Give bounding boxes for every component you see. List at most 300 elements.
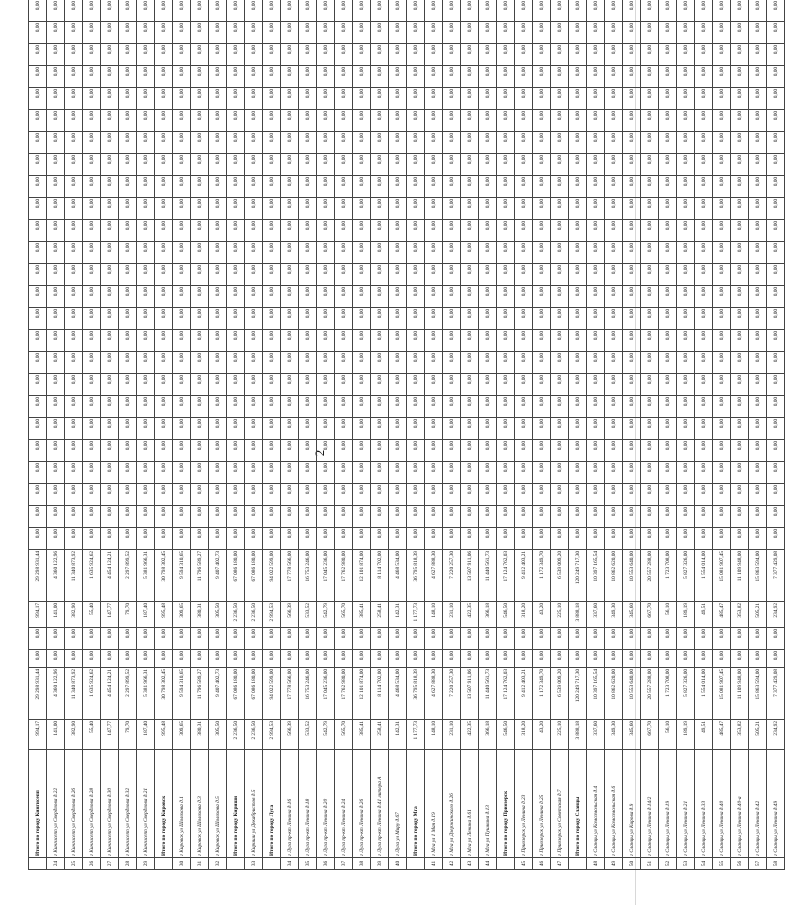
value-cell: 0,00	[479, 220, 497, 242]
value-cell: 0,00	[281, 440, 299, 462]
value-cell: 0,00	[173, 650, 191, 668]
address-cell: г Луга пр-кт Ленина д.24	[335, 750, 353, 858]
value-cell: 0,00	[731, 88, 749, 110]
value-cell: 0,00	[29, 132, 47, 154]
value-cell: 0,00	[335, 264, 353, 286]
value-cell: 349,30	[605, 720, 623, 750]
value-cell: 0,00	[623, 264, 641, 286]
value-cell: 0,00	[569, 628, 587, 650]
value-cell: 0,00	[749, 132, 767, 154]
value-cell: 0,00	[389, 88, 407, 110]
value-cell: 0,00	[731, 286, 749, 308]
value-cell: 0,00	[713, 220, 731, 242]
value-cell: 0,00	[731, 176, 749, 198]
value-cell: 11 440 561,73	[479, 550, 497, 602]
subtotal-row	[227, 0, 245, 870]
value-cell: 994,17	[29, 720, 47, 750]
value-cell: 0,00	[569, 22, 587, 44]
value-cell: 0,00	[695, 330, 713, 352]
value-cell: 0,00	[641, 440, 659, 462]
row-number-cell: 29	[137, 858, 155, 870]
value-cell: 10 397 165,54	[587, 550, 605, 602]
value-cell: 0,00	[173, 88, 191, 110]
value-cell: 0,00	[533, 484, 551, 506]
value-cell: 0,00	[371, 154, 389, 176]
subtotal-label-cell: Итого по городу Мга	[407, 750, 425, 858]
value-cell: 9 412 403,21	[515, 550, 533, 602]
value-cell: 0,00	[209, 0, 227, 22]
value-cell: 0,00	[677, 396, 695, 418]
value-cell: 7 220 257,30	[443, 668, 461, 720]
value-cell: 0,00	[353, 22, 371, 44]
value-cell: 0,00	[659, 308, 677, 330]
value-cell: 0,00	[587, 242, 605, 264]
value-cell: 995,48	[155, 720, 173, 750]
value-cell: 0,00	[101, 242, 119, 264]
value-cell: 566,39	[281, 720, 299, 750]
value-cell: 0,00	[677, 352, 695, 374]
subtotal-label-cell: Итого по городу Луга	[263, 750, 281, 858]
value-cell: 0,00	[389, 264, 407, 286]
value-cell: 0,00	[83, 628, 101, 650]
value-cell: 0,00	[299, 44, 317, 66]
value-cell: 0,00	[749, 242, 767, 264]
value-cell: 0,00	[659, 506, 677, 528]
value-cell: 0,00	[335, 110, 353, 132]
value-cell: 0,00	[569, 0, 587, 22]
value-cell: 0,00	[659, 352, 677, 374]
value-cell: 0,00	[497, 628, 515, 650]
value-cell: 0,00	[65, 198, 83, 220]
value-cell: 0,00	[677, 154, 695, 176]
value-cell: 667,70	[641, 720, 659, 750]
value-cell: 6 539 009,20	[551, 668, 569, 720]
value-cell: 0,00	[749, 462, 767, 484]
value-cell: 0,00	[605, 528, 623, 550]
value-cell: 0,00	[119, 22, 137, 44]
value-cell: 0,00	[587, 0, 605, 22]
value-cell: 0,00	[209, 264, 227, 286]
value-cell: 0,00	[245, 506, 263, 528]
value-cell: 0,00	[101, 0, 119, 22]
value-cell: 0,00	[749, 418, 767, 440]
value-cell: 0,00	[227, 484, 245, 506]
value-cell: 0,00	[191, 242, 209, 264]
value-cell: 0,00	[299, 264, 317, 286]
value-cell: 0,00	[731, 220, 749, 242]
value-cell: 0,00	[497, 528, 515, 550]
value-cell: 0,00	[191, 308, 209, 330]
value-cell: 0,00	[371, 396, 389, 418]
value-cell: 0,00	[299, 242, 317, 264]
value-cell: 0,00	[605, 484, 623, 506]
value-cell: 0,00	[209, 308, 227, 330]
value-cell: 0,00	[65, 66, 83, 88]
value-cell: 0,00	[173, 264, 191, 286]
value-cell: 0,00	[281, 528, 299, 550]
value-cell: 0,00	[605, 264, 623, 286]
value-cell: 0,00	[353, 0, 371, 22]
value-cell: 0,00	[155, 528, 173, 550]
row-number-cell: 41	[425, 858, 443, 870]
table-row	[767, 0, 785, 870]
value-cell: 0,00	[65, 628, 83, 650]
value-cell: 0,00	[191, 650, 209, 668]
value-cell: 0,00	[515, 396, 533, 418]
value-cell: 0,00	[497, 154, 515, 176]
value-cell: 0,00	[695, 22, 713, 44]
value-cell: 0,00	[83, 330, 101, 352]
value-cell: 1 635 924,62	[83, 668, 101, 720]
value-cell: 0,00	[209, 154, 227, 176]
value-cell: 0,00	[209, 628, 227, 650]
value-cell: 0,00	[101, 110, 119, 132]
value-cell: 0,00	[749, 264, 767, 286]
value-cell: 380,31	[191, 720, 209, 750]
value-cell: 0,00	[335, 418, 353, 440]
value-cell: 0,00	[29, 66, 47, 88]
value-cell: 258,41	[371, 720, 389, 750]
value-cell: 0,00	[515, 110, 533, 132]
value-cell: 0,00	[443, 462, 461, 484]
value-cell: 55,40	[83, 602, 101, 628]
value-cell: 0,00	[623, 330, 641, 352]
value-cell: 0,00	[353, 308, 371, 330]
value-cell: 0,00	[317, 440, 335, 462]
value-cell: 142,31	[389, 602, 407, 628]
value-cell: 0,00	[155, 352, 173, 374]
value-cell: 0,00	[461, 0, 479, 22]
value-cell: 0,00	[137, 286, 155, 308]
value-cell: 0,00	[101, 44, 119, 66]
value-cell: 385,41	[353, 602, 371, 628]
value-cell: 0,00	[245, 0, 263, 22]
value-cell: 0,00	[65, 650, 83, 668]
value-cell: 0,00	[65, 264, 83, 286]
row-number-cell: 26	[83, 858, 101, 870]
value-cell: 15 081 907,45	[713, 550, 731, 602]
value-cell: 0,00	[479, 374, 497, 396]
value-cell: 0,00	[605, 286, 623, 308]
value-cell: 0,00	[641, 308, 659, 330]
value-cell: 0,00	[551, 462, 569, 484]
value-cell: 0,00	[407, 22, 425, 44]
value-cell: 0,00	[407, 242, 425, 264]
value-cell: 225,10	[551, 720, 569, 750]
value-cell: 0,00	[299, 506, 317, 528]
value-cell: 318,20	[515, 602, 533, 628]
value-cell: 0,00	[605, 198, 623, 220]
value-cell: 2 297 899,52	[119, 668, 137, 720]
value-cell: 0,00	[155, 484, 173, 506]
value-cell: 0,00	[497, 0, 515, 22]
value-cell: 0,00	[659, 286, 677, 308]
address-cell: г Сланцы ул Ленина д.19	[659, 750, 677, 858]
value-cell: 0,00	[461, 462, 479, 484]
value-cell: 189,19	[677, 602, 695, 628]
value-cell: 0,00	[425, 418, 443, 440]
value-cell: 0,00	[569, 176, 587, 198]
value-cell: 0,00	[281, 176, 299, 198]
value-cell: 0,00	[623, 66, 641, 88]
value-cell: 0,00	[461, 440, 479, 462]
value-cell: 0,00	[461, 330, 479, 352]
value-cell: 0,00	[569, 286, 587, 308]
value-cell: 345,60	[623, 720, 641, 750]
value-cell: 0,00	[587, 264, 605, 286]
value-cell: 0,00	[281, 330, 299, 352]
value-cell: 0,00	[353, 154, 371, 176]
value-cell: 0,00	[731, 22, 749, 44]
value-cell: 0,00	[551, 352, 569, 374]
value-cell: 0,00	[533, 440, 551, 462]
value-cell: 0,00	[155, 176, 173, 198]
address-cell: г Сланцы ул Ленина д.49	[767, 750, 785, 858]
value-cell: 0,00	[443, 44, 461, 66]
value-cell: 0,00	[443, 330, 461, 352]
value-cell: 0,00	[137, 0, 155, 22]
value-cell: 0,00	[263, 396, 281, 418]
value-cell: 0,00	[281, 286, 299, 308]
value-cell: 0,00	[551, 66, 569, 88]
row-number-cell: 52	[659, 858, 677, 870]
value-cell: 10 862 620,00	[605, 668, 623, 720]
value-cell: 0,00	[191, 44, 209, 66]
value-cell: 5 381 966,31	[137, 550, 155, 602]
value-cell: 0,00	[335, 374, 353, 396]
address-cell: г Кириши ул Декабристов д.5	[245, 750, 263, 858]
value-cell: 0,00	[119, 628, 137, 650]
value-cell: 0,00	[767, 198, 785, 220]
value-cell: 0,00	[317, 264, 335, 286]
value-cell: 0,00	[227, 628, 245, 650]
value-cell: 0,00	[47, 506, 65, 528]
value-cell: 17 778 566,00	[281, 668, 299, 720]
value-cell: 0,00	[443, 0, 461, 22]
value-cell: 0,00	[587, 440, 605, 462]
value-cell: 0,00	[119, 110, 137, 132]
value-cell: 56,10	[659, 720, 677, 750]
value-cell: 0,00	[29, 88, 47, 110]
value-cell: 0,00	[587, 650, 605, 668]
value-cell: 0,00	[155, 650, 173, 668]
value-cell: 0,00	[371, 484, 389, 506]
value-cell: 16 753 246,00	[299, 550, 317, 602]
value-cell: 0,00	[155, 374, 173, 396]
value-cell: 0,00	[137, 220, 155, 242]
value-cell: 0,00	[677, 66, 695, 88]
value-cell: 0,00	[713, 650, 731, 668]
value-cell: 0,00	[605, 308, 623, 330]
value-cell: 0,00	[335, 44, 353, 66]
value-cell: 0,00	[713, 462, 731, 484]
value-cell: 0,00	[479, 506, 497, 528]
value-cell: 0,00	[497, 650, 515, 668]
value-cell: 0,00	[47, 176, 65, 198]
value-cell: 0,00	[227, 308, 245, 330]
value-cell: 0,00	[551, 220, 569, 242]
value-cell: 0,00	[353, 352, 371, 374]
value-cell: 0,00	[227, 44, 245, 66]
value-cell: 0,00	[209, 396, 227, 418]
value-cell: 0,00	[137, 506, 155, 528]
value-cell: 0,00	[713, 418, 731, 440]
value-cell: 0,00	[605, 132, 623, 154]
value-cell: 11 440 561,73	[479, 668, 497, 720]
value-cell: 0,00	[533, 0, 551, 22]
value-cell: 0,00	[407, 0, 425, 22]
value-cell: 309,65	[173, 720, 191, 750]
value-cell: 0,00	[173, 66, 191, 88]
value-cell: 0,00	[119, 176, 137, 198]
value-cell: 0,00	[389, 198, 407, 220]
value-cell: 0,00	[731, 506, 749, 528]
value-cell: 0,00	[353, 176, 371, 198]
value-cell: 0,00	[551, 198, 569, 220]
value-cell: 0,00	[83, 440, 101, 462]
value-cell: 0,00	[695, 242, 713, 264]
value-cell: 0,00	[479, 286, 497, 308]
value-cell: 0,00	[191, 506, 209, 528]
value-cell: 0,00	[155, 462, 173, 484]
subtotal-label-cell: Итого по городу Кириши	[227, 750, 245, 858]
table-row	[83, 0, 101, 870]
value-cell: 0,00	[515, 528, 533, 550]
value-cell: 0,00	[425, 66, 443, 88]
value-cell: 0,00	[83, 650, 101, 668]
value-cell: 0,00	[209, 506, 227, 528]
address-cell: г Луга пр-кт Ленина д.41 литера А	[371, 750, 389, 858]
value-cell: 0,00	[533, 506, 551, 528]
value-cell: 0,00	[65, 220, 83, 242]
value-cell: 0,00	[659, 440, 677, 462]
value-cell: 0,00	[371, 176, 389, 198]
value-cell: 3 888,18	[569, 720, 587, 750]
value-cell: 0,00	[137, 628, 155, 650]
value-cell: 0,00	[695, 220, 713, 242]
value-cell: 0,00	[407, 330, 425, 352]
value-cell: 0,00	[83, 418, 101, 440]
value-cell: 11 340 873,92	[65, 668, 83, 720]
value-cell: 0,00	[695, 176, 713, 198]
table-row	[191, 0, 209, 870]
value-cell: 0,00	[749, 220, 767, 242]
table-row	[641, 0, 659, 870]
value-cell: 0,00	[659, 176, 677, 198]
value-cell: 0,00	[479, 352, 497, 374]
value-cell: 0,00	[443, 88, 461, 110]
value-cell: 0,00	[173, 242, 191, 264]
value-cell: 0,00	[371, 308, 389, 330]
value-cell: 148,10	[425, 720, 443, 750]
value-cell: 0,00	[227, 110, 245, 132]
value-cell: 0,00	[227, 22, 245, 44]
value-cell: 0,00	[461, 528, 479, 550]
value-cell: 0,00	[407, 528, 425, 550]
value-cell: 0,00	[749, 286, 767, 308]
value-cell: 0,00	[281, 88, 299, 110]
value-cell: 1 723 708,00	[659, 668, 677, 720]
value-cell: 0,00	[749, 506, 767, 528]
value-cell: 0,00	[83, 242, 101, 264]
value-cell: 0,00	[119, 484, 137, 506]
value-cell: 0,00	[605, 220, 623, 242]
value-cell: 0,00	[533, 22, 551, 44]
value-cell: 0,00	[83, 308, 101, 330]
value-cell: 0,00	[713, 352, 731, 374]
value-cell: 0,00	[389, 242, 407, 264]
value-cell: 0,00	[497, 264, 515, 286]
value-cell: 0,00	[83, 462, 101, 484]
value-cell: 12 101 874,00	[353, 550, 371, 602]
value-cell: 0,00	[461, 308, 479, 330]
value-cell: 0,00	[245, 628, 263, 650]
value-cell: 385,41	[353, 720, 371, 750]
value-cell: 0,00	[29, 374, 47, 396]
value-cell: 0,00	[767, 628, 785, 650]
value-cell: 0,00	[353, 418, 371, 440]
value-cell: 0,00	[191, 154, 209, 176]
value-cell: 0,00	[317, 330, 335, 352]
address-cell: г Кингисепп ул Свердлова д.28	[83, 750, 101, 858]
address-cell: г Мга ул Дзержинского д.26	[443, 750, 461, 858]
value-cell: 0,00	[731, 484, 749, 506]
value-cell: 0,00	[587, 462, 605, 484]
value-cell: 0,00	[533, 308, 551, 330]
value-cell: 9 594 310,65	[173, 668, 191, 720]
value-cell: 1 177,73	[407, 720, 425, 750]
value-cell: 0,00	[551, 0, 569, 22]
row-number-cell: 25	[65, 858, 83, 870]
table-row	[173, 0, 191, 870]
value-cell: 0,00	[281, 396, 299, 418]
value-cell: 0,00	[497, 88, 515, 110]
value-cell: 0,00	[425, 132, 443, 154]
value-cell: 0,00	[605, 418, 623, 440]
value-cell: 0,00	[533, 650, 551, 668]
value-cell: 0,00	[47, 44, 65, 66]
value-cell: 0,00	[443, 110, 461, 132]
value-cell: 0,00	[155, 440, 173, 462]
value-cell: 0,00	[713, 22, 731, 44]
value-cell: 0,00	[371, 132, 389, 154]
value-cell: 15 081 907,45	[713, 668, 731, 720]
value-cell: 0,00	[605, 440, 623, 462]
value-cell: 0,00	[407, 484, 425, 506]
value-cell: 0,00	[29, 22, 47, 44]
value-cell: 0,00	[389, 110, 407, 132]
value-cell: 0,00	[281, 628, 299, 650]
value-cell: 5 827 326,00	[677, 668, 695, 720]
value-cell: 0,00	[695, 418, 713, 440]
value-cell: 0,00	[767, 352, 785, 374]
value-cell: 0,00	[641, 264, 659, 286]
table-row	[659, 0, 677, 870]
value-cell: 0,00	[173, 418, 191, 440]
value-cell: 0,00	[713, 154, 731, 176]
value-cell: 0,00	[713, 176, 731, 198]
value-cell: 0,00	[695, 66, 713, 88]
value-cell: 0,00	[173, 198, 191, 220]
value-cell: 0,00	[731, 528, 749, 550]
value-cell: 0,00	[695, 440, 713, 462]
value-cell: 0,00	[227, 528, 245, 550]
table-row	[479, 0, 497, 870]
value-cell: 0,00	[155, 66, 173, 88]
value-cell: 148,10	[425, 602, 443, 628]
value-cell: 0,00	[695, 44, 713, 66]
value-cell: 0,00	[119, 132, 137, 154]
